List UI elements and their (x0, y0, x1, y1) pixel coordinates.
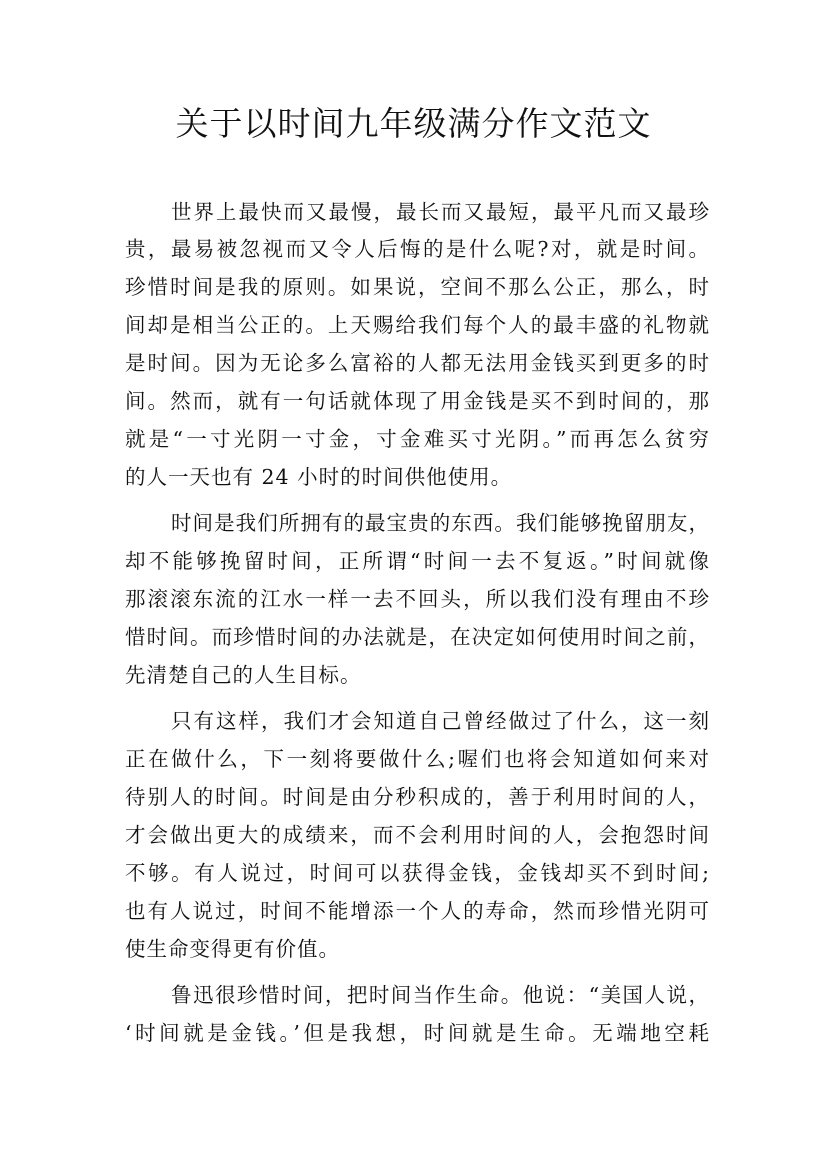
text-line: ‘时间就是金钱。’但是我想，时间就是生命。无端地空耗 (125, 1021, 710, 1045)
text-line: 只有这样，我们才会知道自己曾经做过了什么，这一刻 (171, 709, 710, 733)
text-line: 才会做出更大的成绩来，而不会利用时间的人，会抱怨时间 (125, 823, 710, 847)
text-line: 是时间。因为无论多么富裕的人都无法用金钱买到更多的时 (125, 351, 710, 375)
text-line: 却不能够挽留时间，正所谓“时间一去不复返。”时间就像 (125, 549, 710, 573)
text-line: 也有人说过，时间不能增添一个人的寿命，然而珍惜光阴可 (125, 899, 710, 923)
text-line: 珍惜时间是我的原则。如果说，空间不那么公正，那么，时 (125, 275, 710, 299)
text-line: 时间是我们所拥有的最宝贵的东西。我们能够挽留朋友， (171, 511, 710, 535)
text-line: 间却是相当公正的。上天赐给我们每个人的最丰盛的礼物就 (125, 313, 710, 337)
text-line: 贵，最易被忽视而又令人后悔的是什么呢?对，就是时间。 (125, 237, 710, 261)
text-line: 使生命变得更有价值。 (125, 937, 340, 961)
text-line: 先清楚自己的人生目标。 (125, 663, 362, 687)
text-line: 间。然而，就有一句话就体现了用金钱是买不到时间的，那 (125, 389, 710, 413)
text-line: 鲁迅很珍惜时间，把时间当作生命。他说：“美国人说， (171, 983, 710, 1007)
text-line: 世界上最快而又最慢，最长而又最短，最平凡而又最珍 (171, 200, 710, 224)
document-title: 关于以时间九年级满分作文范文 (175, 104, 652, 143)
text-line: 那滚滚东流的江水一样一去不回头，所以我们没有理由不珍 (125, 587, 710, 611)
text-line: 就是“一寸光阴一寸金，寸金难买寸光阴。”而再怎么贫穷 (125, 427, 710, 451)
text-line: 的人一天也有 24 小时的时间供他使用。 (125, 465, 513, 489)
text-line: 正在做什么，下一刻将要做什么;喔们也将会知道如何来对 (125, 747, 710, 771)
text-line: 不够。有人说过，时间可以获得金钱，金钱却买不到时间; (125, 861, 710, 885)
text-line: 待别人的时间。时间是由分秒积成的，善于利用时间的人， (125, 785, 710, 809)
text-line: 惜时间。而珍惜时间的办法就是，在决定如何使用时间之前， (125, 625, 710, 649)
